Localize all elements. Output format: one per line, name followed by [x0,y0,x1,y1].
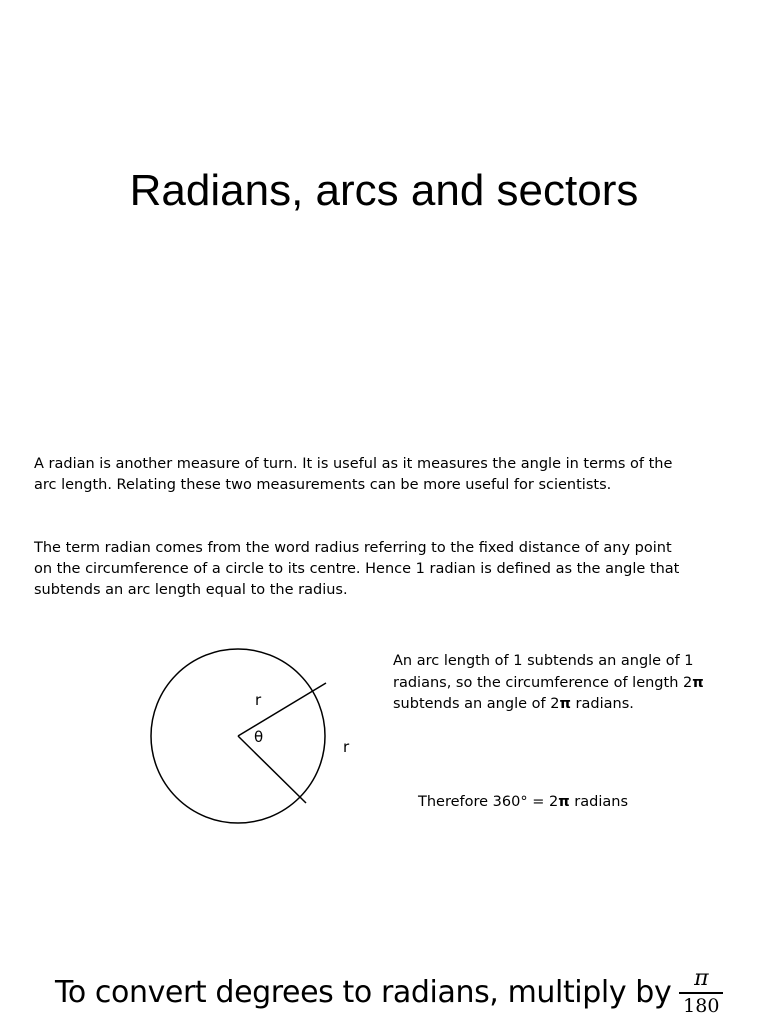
fraction-numerator: π [694,966,709,992]
arc-note-text-3: subtends an angle of 2 [393,696,560,712]
arc-note-text-4: radians. [570,696,634,712]
radius-label: r [255,691,262,709]
arc-label: r [343,738,350,756]
intro-paragraph-1: A radian is another measure of turn. It is useful as it measures the angle in terms of the arc length. Relating these two measurements can be more useful for scientists. [34,456,673,493]
conversion-statement-suffix: radians [569,794,629,810]
page-title: Radians, arcs and sectors [129,166,639,215]
arc-note-text-1: An arc length of 1 subtends an angle of 1 radians, so the circumference of length [393,653,694,691]
pi-symbol: π [692,674,704,691]
conversion-statement-text: Therefore 360° = 2 [418,794,559,810]
radius-line-upper [238,683,326,736]
conversion-statement [418,792,628,812]
conversion-rule-text: To convert degrees to radians, multiply by [55,974,672,1010]
angle-label: θ [254,728,264,746]
intro-paragraph-2: The term radian comes from the word radius referring to the fixed distance of any point on the circumference of a circle to its centre. Hence 1 radian is defined as the angle that subtends an arc length equal to the radius. [34,540,680,598]
pi-symbol: π [559,696,571,712]
pi-symbol: π [558,794,570,810]
arc-length-note [393,651,733,716]
conversion-rule [55,960,723,1024]
radius-line-lower [238,736,306,803]
fraction-denominator: 180 [683,994,720,1017]
radian-circle-diagram [140,640,370,830]
pi-over-180-fraction [679,966,723,1018]
arc-note-text-2: 2 [683,674,693,691]
